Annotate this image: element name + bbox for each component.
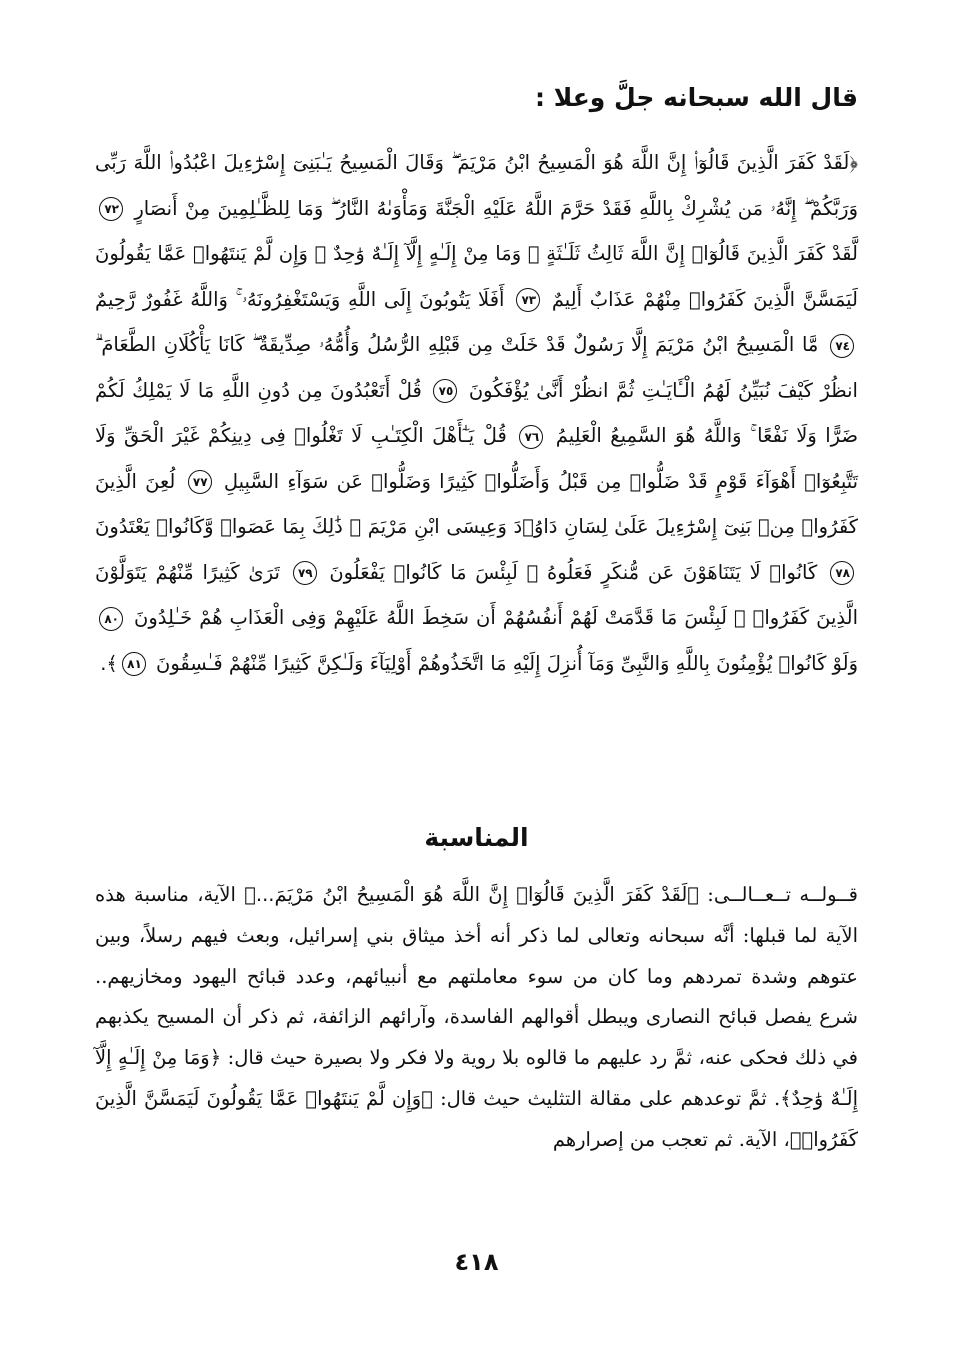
verse-number-marker: ٧٩: [293, 561, 317, 585]
verse-number-marker: ٧٦: [519, 425, 543, 449]
verse-text: تَرَىٰ كَثِيرًا مِّنْهُمْ يَتَوَلَّوْنَ الَّذِينَ كَفَرُوا۟ ۚ لَبِئْسَ مَا قَدَّمَتْ لَهُمْ أَنفُسُهُمْ أَن سَخِطَ اللَّهُ عَلَيْهِمْ وَفِى الْعَذَابِ هُمْ خَـٰلِدُونَ: [95, 560, 859, 629]
verse-text: كَانُوا۟ لَا يَتَنَاهَوْنَ عَن مُّنكَرٍ فَعَلُوهُ ۚ لَبِئْسَ مَا كَانُوا۟ يَفْعَلُونَ: [329, 560, 818, 584]
verse-number-marker: ٧٤: [830, 334, 854, 358]
verse-number-marker: ٧٨: [830, 561, 854, 585]
verse-number-marker: ٨٠: [99, 607, 123, 631]
verse-number-marker: ٧٢: [99, 197, 123, 221]
verse-text: لَقَدْ كَفَرَ الَّذِينَ قَالُوٓا۟ إِنَّ اللَّهَ هُوَ الْمَسِيحُ ابْنُ مَرْيَمَ ۖ وَقَالَ الْمَسِيحُ يَـٰبَنِىٓ إِسْرَٰٓءِيلَ اعْبُدُوا۟ اللَّهَ رَبِّى وَرَبَّكُمْ ۖ إِنَّهُۥ مَن يُشْرِكْ بِاللَّهِ فَقَدْ حَرَّمَ اللَّهُ عَلَيْهِ الْجَنَّةَ وَمَأْوَىٰهُ النَّارُ ۖ وَمَا لِلظَّـٰلِمِينَ مِنْ أَنصَارٍ: [95, 151, 859, 220]
commentary-text: ، الآية. ثم تعجب من إصرارهم: [552, 1127, 790, 1151]
verse-text: لَّقَدْ كَفَرَ الَّذِينَ قَالُوٓا۟ إِنَّ اللَّهَ ثَالِثُ ثَلَـٰثَةٍ ۘ وَمَا مِنْ إِلَـٰهٍ إِلَّآ إِلَـٰهٌ وَٰحِدٌ ۚ وَإِن لَّمْ يَنتَهُوا۟ عَمَّا يَقُولُونَ لَيَمَسَّنَّ الَّذِينَ كَفَرُوا۟ مِنْهُمْ عَذَابٌ أَلِيمٌ: [95, 242, 858, 311]
commentary-text: قــولــه تــعــالــى:: [699, 883, 858, 906]
verse-number-marker: ٧٥: [433, 379, 457, 403]
verse-text: لُعِنَ الَّذِينَ كَفَرُوا۟ مِنۢ بَنِىٓ إِسْرَٰٓءِيلَ عَلَىٰ لِسَانِ دَاوُۥدَ وَعِيسَى ابْنِ مَرْيَمَ ۚ ذَٰلِكَ بِمَا عَصَوا۟ وَّكَانُوا۟ يَعْتَدُونَ: [95, 469, 858, 538]
verse-text: مَّا الْمَسِيحُ ابْنُ مَرْيَمَ إِلَّا رَسُولٌ قَدْ خَلَتْ مِن قَبْلِهِ الرُّسُلُ وَأُمُّهُۥ صِدِّيقَةٌ ۖ كَانَا يَأْكُلَانِ الطَّعَامَ ۗ انظُرْ كَيْفَ نُبَيِّنُ لَهُمُ الْـَٔايَـٰتِ ثُمَّ انظُرْ أَنَّىٰ يُؤْفَكُونَ: [95, 333, 858, 402]
verse-text: قُلْ أَتَعْبُدُونَ مِن دُونِ اللَّهِ مَا لَا يَمْلِكُ لَكُمْ ضَرًّا وَلَا نَفْعًا ۚ وَاللَّهُ هُوَ السَّمِيعُ الْعَلِيمُ: [95, 378, 858, 447]
commentary-paragraph: [95, 875, 858, 1161]
quran-passage: [95, 140, 858, 686]
quoted-verse: ﴿لَقَدْ كَفَرَ الَّذِينَ قَالُوٓا۟ إِنَّ اللَّهَ هُوَ الْمَسِيحُ ابْنُ مَرْيَمَ...﴾: [244, 883, 699, 906]
verse-text: أَفَلَا يَتُوبُونَ إِلَى اللَّهِ وَيَسْتَغْفِرُونَهُۥ ۚ وَاللَّهُ غَفُورٌ رَّحِيمٌ: [95, 287, 505, 311]
commentary-text: . ثمَّ توعدهم على مقالة التثليث حيث قال:: [432, 1086, 781, 1110]
ornate-bracket-open: ﴿: [849, 151, 858, 174]
commentary-text: الآية، مناسبة هذه الآية لما قبلها: أنَّه سبحانه وتعالى لما ذكر أنه أخذ ميثاق بني إسرائيل، وبعث فيهم رسلاً، وبين عتوهم وشدة تمردهم وما كان من سوء معاملتهم مع أنبيائهم، وعدد قبائح اليهود ومخازيهم.. شرع يفصل قبائح النصارى ويبطل أقوالهم الفاسدة، وآرائهم الزائفة، ثم ذكر أن المسيح يكذبهم في ذلك فحكى عنه، ثمَّ رد عليهم ما قالوه بلا روية ولا فكر ولا بصيرة حيث قال:: [95, 883, 858, 1070]
verse-text: قُلْ يَـٰٓأَهْلَ الْكِتَـٰبِ لَا تَغْلُوا۟ فِى دِينِكُمْ غَيْرَ الْحَقِّ وَلَا تَتَّبِعُوٓا۟ أَهْوَآءَ قَوْمٍ قَدْ ضَلُّوا۟ مِن قَبْلُ وَأَضَلُّوا۟ كَثِيرًا وَضَلُّوا۟ عَن سَوَآءِ السَّبِيلِ: [95, 424, 859, 493]
intro-heading: قال الله سبحانه جلَّ وعلا :: [535, 83, 858, 112]
verse-number-marker: ٧٧: [188, 470, 212, 494]
ornate-bracket-close: ﴾.: [100, 651, 118, 675]
verse-number-marker: ٨١: [122, 652, 146, 676]
verse-text: وَلَوْ كَانُوا۟ يُؤْمِنُونَ بِاللَّهِ وَالنَّبِىِّ وَمَآ أُنزِلَ إِلَيْهِ مَا اتَّخَذُوهُمْ أَوْلِيَآءَ وَلَـٰكِنَّ كَثِيرًا مِّنْهُمْ فَـٰسِقُونَ: [156, 651, 858, 675]
page-number: ٤١٨: [454, 1248, 499, 1276]
quoted-verse: ﴿وَإِن لَّمْ يَنتَهُوا۟ عَمَّا يَقُولُونَ لَيَمَسَّنَّ الَّذِينَ كَفَرُوا۟﴾: [95, 1086, 858, 1151]
quoted-verse: ﴿وَمَا مِنْ إِلَـٰهٍ إِلَّآ إِلَـٰهٌ وَٰحِدٌ﴾: [95, 1046, 858, 1110]
section-heading: المناسبة: [424, 823, 529, 852]
verse-number-marker: ٧٣: [516, 288, 540, 312]
